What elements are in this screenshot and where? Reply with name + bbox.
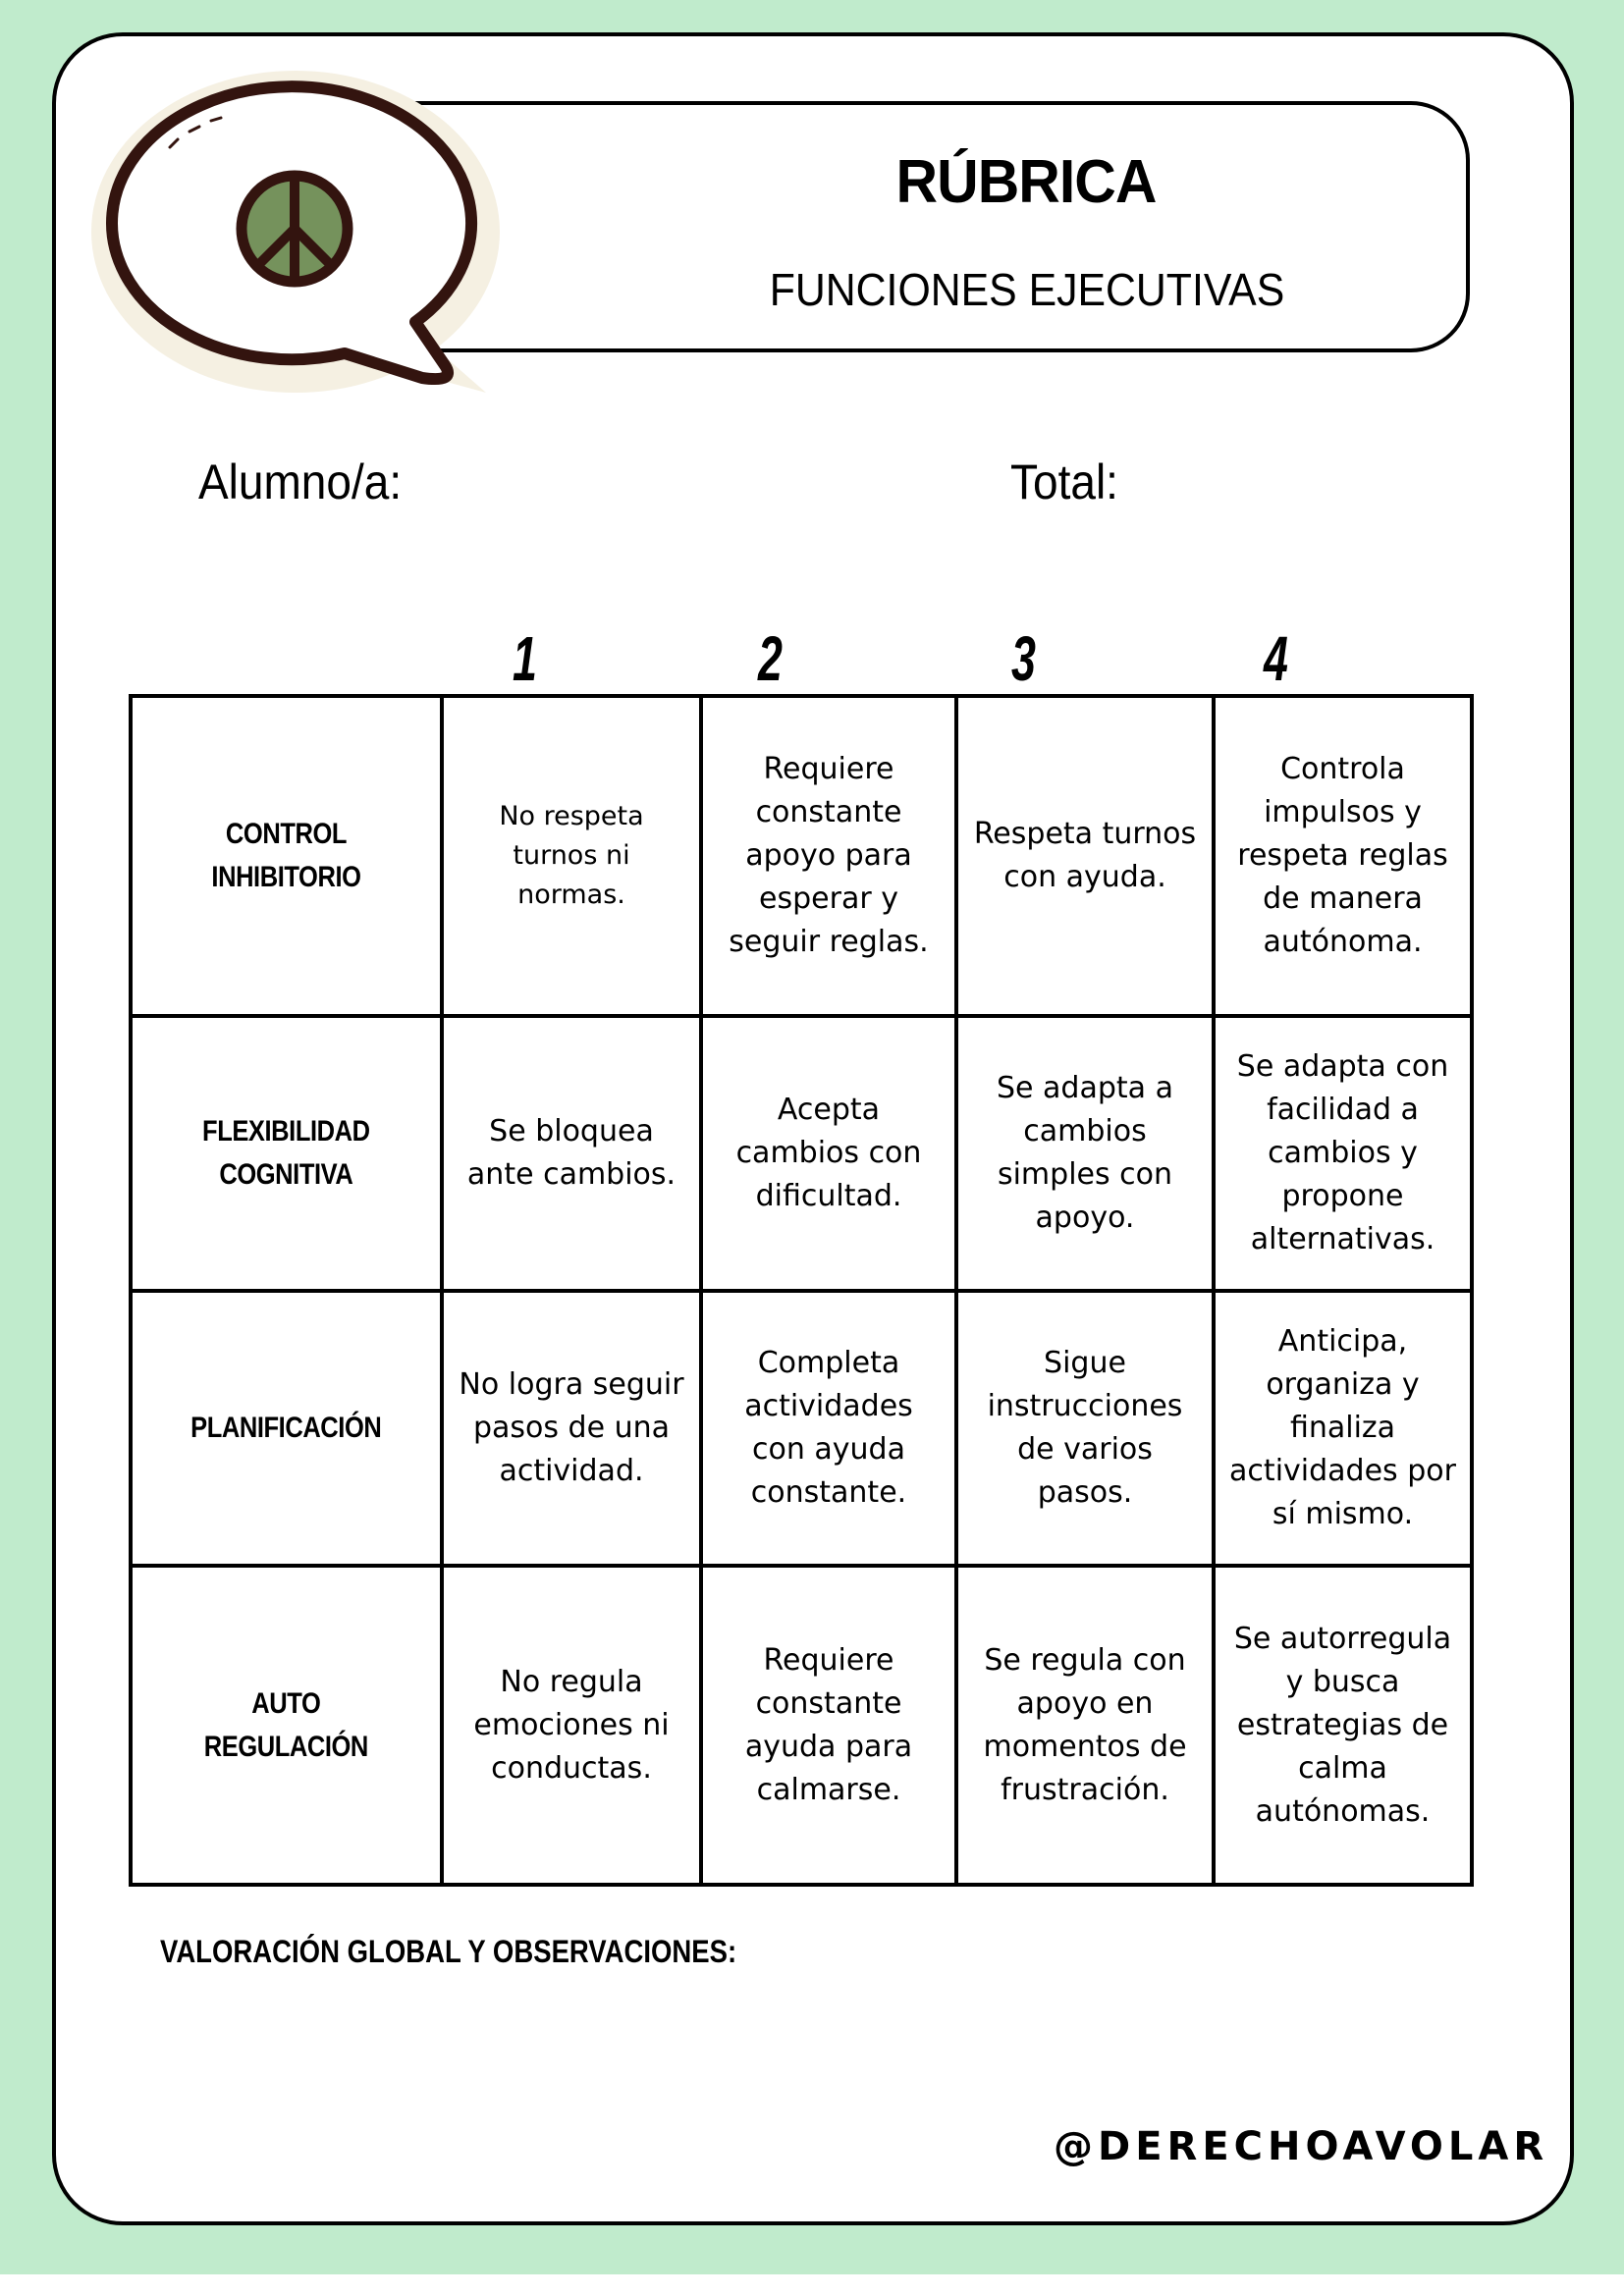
level-cell[interactable]: Se adapta a cambios simples con apoyo.: [956, 1016, 1214, 1291]
level-cell[interactable]: Se autorregula y busca estrategias de calma autónomas.: [1214, 1566, 1472, 1885]
rubric-table: [129, 694, 1474, 1887]
criterion-cell: [131, 1016, 442, 1291]
table-row: [131, 1291, 1472, 1566]
level-header-2: 2: [758, 623, 783, 694]
table-row: [131, 696, 1472, 1016]
level-cell[interactable]: Se bloquea ante cambios.: [442, 1016, 701, 1291]
criterion-line: FLEXIBILIDAD: [202, 1115, 370, 1148]
level-cell[interactable]: Requiere constante ayuda para calmarse.: [701, 1566, 956, 1885]
criterion-cell: [131, 1566, 442, 1885]
level-header-3: 3: [1011, 623, 1036, 694]
peace-sign-icon: [242, 176, 348, 282]
level-cell[interactable]: Completa actividades con ayuda constante.: [701, 1291, 956, 1566]
peace-sign-speech-bubble-icon: [83, 69, 515, 422]
criterion-line: REGULACIÓN: [203, 1730, 369, 1763]
brand-handle: @DERECHOAVOLAR: [1054, 2124, 1549, 2169]
level-cell[interactable]: No logra seguir pasos de una actividad.: [442, 1291, 701, 1566]
table-row: [131, 1016, 1472, 1291]
level-header-4: 4: [1264, 623, 1288, 694]
level-cell[interactable]: Se adapta con facilidad a cambios y propone alternativas.: [1214, 1016, 1472, 1291]
level-cell[interactable]: Requiere constante apoyo para esperar y seguir reglas.: [701, 696, 956, 1016]
table-row: [131, 1566, 1472, 1885]
level-cell[interactable]: No regula emociones ni conductas.: [442, 1566, 701, 1885]
level-cell[interactable]: Respeta turnos con ayuda.: [956, 696, 1214, 1016]
criterion-cell: [131, 696, 442, 1016]
criterion-line: CONTROL: [225, 818, 348, 850]
page-subtitle: FUNCIONES EJECUTIVAS: [769, 264, 1285, 315]
criterion-line: COGNITIVA: [219, 1158, 353, 1191]
criterion-cell: [131, 1291, 442, 1566]
total-label: Total:: [1010, 454, 1118, 509]
observations-label: VALORACIÓN GLOBAL Y OBSERVACIONES:: [160, 1934, 737, 1969]
level-cell[interactable]: Acepta cambios con dificultad.: [701, 1016, 956, 1291]
level-cell[interactable]: Sigue instrucciones de varios pasos.: [956, 1291, 1214, 1566]
level-cell[interactable]: No respeta turnos ni normas.: [442, 696, 701, 1016]
level-header-1: 1: [513, 623, 537, 694]
criterion-line: INHIBITORIO: [211, 861, 361, 893]
page-title: RÚBRICA: [895, 148, 1157, 216]
level-cell[interactable]: Controla impulsos y respeta reglas de manera autónoma.: [1214, 696, 1472, 1016]
student-name-label: Alumno/a:: [198, 454, 403, 509]
criterion-line: PLANIFICACIÓN: [190, 1412, 382, 1444]
criterion-line: AUTO: [251, 1686, 321, 1720]
level-cell[interactable]: Se regula con apoyo en momentos de frustración.: [956, 1566, 1214, 1885]
level-cell[interactable]: Anticipa, organiza y finaliza actividades por sí mismo.: [1214, 1291, 1472, 1566]
